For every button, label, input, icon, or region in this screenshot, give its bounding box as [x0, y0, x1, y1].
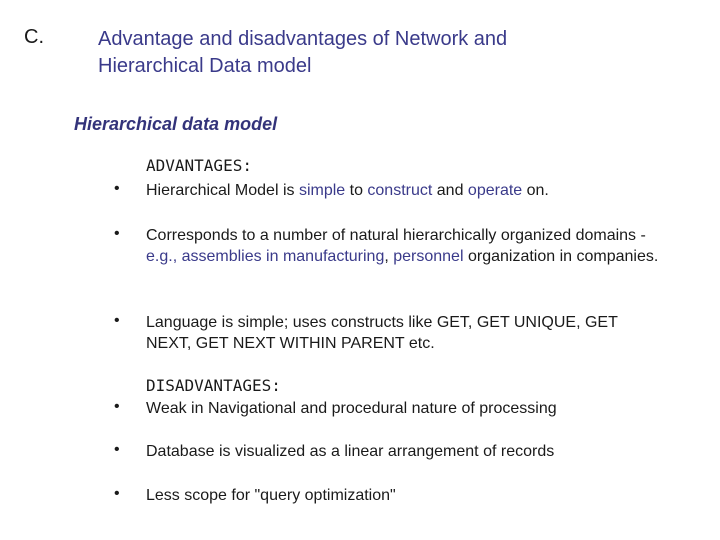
bullet-marker: •	[114, 398, 120, 415]
disadvantages-heading: DISADVANTAGES:	[146, 376, 281, 395]
disadvantage-item-3: Less scope for "query optimization"	[146, 487, 396, 504]
disadvantage-item-2: Database is visualized as a linear arrangement of records	[146, 443, 555, 460]
advantage-item-2: Corresponds to a number of natural hierarchically organized domains - e.g., assemblies in manufacturing, personnel organization in companies.	[146, 227, 659, 265]
disadvantage-item-1: Weak in Navigational and procedural nature of processing	[146, 400, 557, 417]
advantage-item-1: Hierarchical Model is simple to construct and operate on.	[146, 182, 549, 199]
slide-title: Advantage and disadvantages of Network and Hierarchical Data model	[98, 28, 508, 77]
advantages-heading: ADVANTAGES:	[146, 156, 252, 175]
bullet-marker: •	[114, 180, 120, 197]
advantage-item-3: Language is simple; uses constructs like GET, GET UNIQUE, GET NEXT, GET NEXT WITHIN PARENT etc.	[146, 314, 618, 352]
bullet-marker: •	[114, 312, 120, 329]
bullet-marker: •	[114, 225, 120, 242]
bullet-marker: •	[114, 441, 120, 458]
section-letter: C.	[24, 26, 44, 48]
section-subtitle: Hierarchical data model	[74, 114, 278, 134]
bullet-marker: •	[114, 485, 120, 502]
